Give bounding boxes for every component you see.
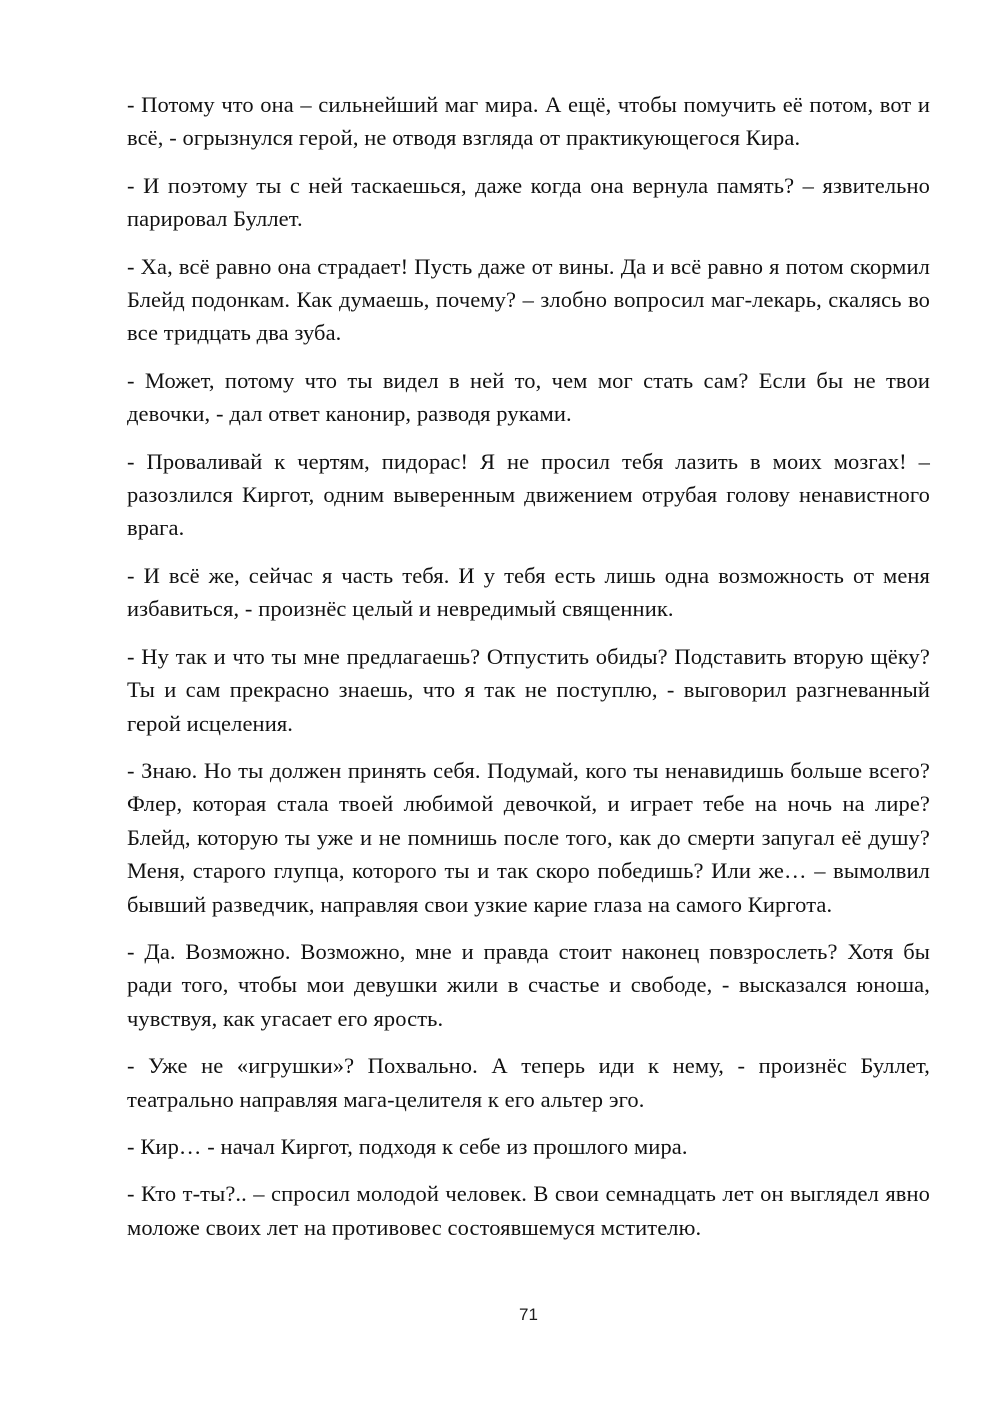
paragraph: - Ну так и что ты мне предлагаешь? Отпустить обиды? Подставить вторую щёку? Ты и сам прекрасно знаешь, что я так не поступлю, - выговорил разгневанный герой исцеления.: [127, 643, 930, 736]
paragraph: - Знаю. Но ты должен принять себя. Подумай, кого ты ненавидишь больше всего? Флер, которая стала твоей любимой девочкой, и играет тебе на ночь на лире? Блейд, которую ты уже и не помнишь после того, как до смерти запугал её душу? Меня, старого глупца, которого ты и так скоро победишь? Или же… – вымолвил бывший разведчик, направляя свои узкие карие глаза на самого Киргота.: [127, 757, 930, 917]
paragraph: - Кто т-ты?.. – спросил молодой человек. В свои семнадцать лет он выглядел явно моложе своих лет на противовес состоявшемуся мстителю.: [127, 1181, 930, 1240]
paragraph: - Уже не «игрушки»? Похвально. А теперь иди к нему, - произнёс Буллет, театрально направляя мага-целителя к его альтер эго.: [127, 1053, 930, 1112]
paragraph: - Может, потому что ты видел в ней то, чем мог стать сам? Если бы не твои девочки, - дал ответ канонир, разводя руками.: [127, 367, 930, 427]
paragraph: - Ха, всё равно она страдает! Пусть даже от вины. Да и всё равно я потом скормил Блейд подонкам. Как думаешь, почему? – злобно вопросил маг-лекарь, скалясь во все тридцать два зуба.: [127, 253, 930, 346]
paragraph: - Проваливай к чертям, пидорас! Я не просил тебя лазить в моих мозгах! – разозлился Киргот, одним выверенным движением отрубая голову ненавистного врага.: [127, 448, 930, 541]
paragraph: - И всё же, сейчас я часть тебя. И у тебя есть лишь одна возможность от меня избавиться, - произнёс целый и невредимый священник.: [127, 562, 930, 622]
paragraph: - Кир… - начал Киргот, подходя к себе из прошлого мира.: [127, 1133, 688, 1159]
paragraph: - Да. Возможно. Возможно, мне и правда стоит наконец повзрослеть? Хотя бы ради того, чтобы мои девушки жили в счастье и свободе, - высказался юноша, чувствуя, как угасает его ярость.: [127, 938, 930, 1031]
paragraph: - И поэтому ты с ней таскаешься, даже когда она вернула память? – язвительно парировал Буллет.: [127, 172, 930, 232]
paragraph: - Потому что она – сильнейший маг мира. А ещё, чтобы помучить её потом, вот и всё, - огрызнулся герой, не отводя взгляда от практикующегося Кира.: [127, 92, 930, 151]
page-footer: [127, 1305, 930, 1325]
text-block: [127, 88, 930, 1258]
page-number: 71: [519, 1305, 538, 1324]
